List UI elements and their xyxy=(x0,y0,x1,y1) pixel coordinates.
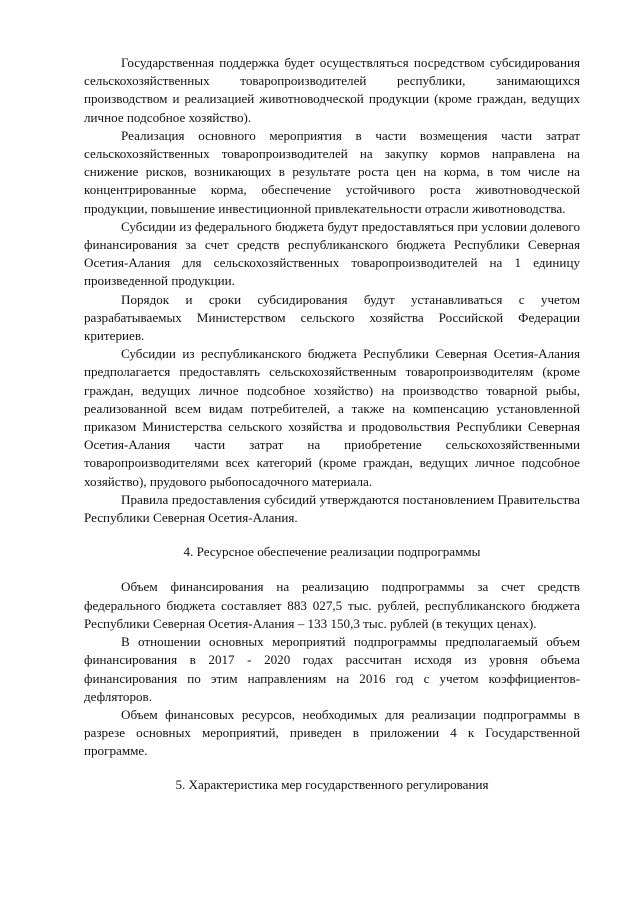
paragraph-funding-forecast: В отношении основных мероприятий подпрограммы предполагаемый объем финансирования в 2017 - 2020 годах рассчитан исходя из уровня объема финансирования по этим направлениям на 2016 год с учетом коэффициентов-дефляторов. xyxy=(84,634,580,704)
paragraph-funding-volume: Объем финансирования на реализацию подпрограммы за счет средств федерального бюджета составляет 883 027,5 тыс. рублей, республиканского бюджета Республики Северная Осетия-Алания – 133 150,3 тыс. рублей (в текущих ценах). xyxy=(84,579,580,631)
section-heading-resources: 4. Ресурсное обеспечение реализации подпрограммы xyxy=(183,544,481,560)
paragraph-subsidy-procedure: Порядок и сроки субсидирования будут устанавливаться с учетом разрабатываемых Министерством сельского хозяйства Российской Федерации критериев. xyxy=(84,291,580,344)
paragraph-subsidy-rules: Правила предоставления субсидий утверждаются постановлением Правительства Республики Северная Осетия-Алания. xyxy=(84,491,580,526)
paragraph-federal-subsidies: Субсидии из федерального бюджета будут предоставляться при условии долевого финансирования за счет средств республиканского бюджета Республики Северная Осетия-Алания для сельскохозяйственных товаропроизводителей на 1 единицу произведенной продукции. xyxy=(84,218,580,289)
paragraph-feed-costs: Реализация основного мероприятия в части возмещения части затрат сельскохозяйственных товаропроизводителей на закупку кормов направлена на снижение рисков, возникающих в результате роста цен на корма, в том числе на концентрированные корма, обеспечение устойчивого роста животноводческой продукции, повышение инвестиционной привлекательности отрасли животноводства. xyxy=(84,127,580,216)
document-page xyxy=(84,54,580,794)
paragraph-funding-appendix: Объем финансовых ресурсов, необходимых для реализации подпрограммы в разрезе основных мероприятий, приведен в приложении 4 к Государственной программе. xyxy=(84,706,580,759)
paragraph-republican-subsidies: Субсидии из республиканского бюджета Республики Северная Осетия-Алания предполагается предоставлять сельскохозяйственным товаропроизводителям (кроме граждан, ведущих личное подсобное хозяйство) на производство товарной рыбы, реализованной всем видам потребителей, а также на компенсацию установленной приказом Министерства сельского хозяйства и продовольствия Республики Северная Осетия-Алания части затрат на приобретение сельскохозяйственными товаропроизводителями всех категорий (кроме граждан, ведущих личное подсобное хозяйство), прудового рыбопосадочного материала. xyxy=(84,346,580,489)
section-heading-regulation: 5. Характеристика мер государственного регулирования xyxy=(175,776,489,792)
paragraph-state-support: Государственная поддержка будет осуществляться посредством субсидирования сельскохозяйственных товаропроизводителей республики, занимающихся производством и реализацией животноводческой продукции (кроме граждан, ведущих личное подсобное хозяйство). xyxy=(84,55,580,125)
